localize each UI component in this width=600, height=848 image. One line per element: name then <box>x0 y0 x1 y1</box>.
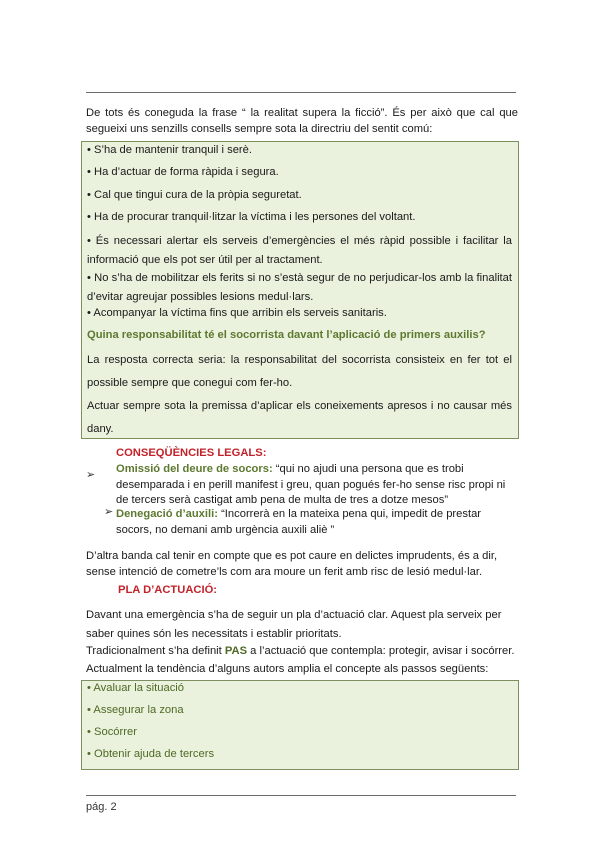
omission-term: Omissió del deure de socors: <box>116 463 273 475</box>
arrow-bullet-icon: ➢ <box>86 469 96 481</box>
step-third-party: • Obtenir ajuda de tercers <box>87 748 215 760</box>
trend-paragraph: Actualment la tendència d’alguns autors amplia el concepte als passos següents: <box>86 663 489 675</box>
advice-box <box>81 141 519 439</box>
bullet-no-move: • No s’ha de mobilitzar els ferits si no s’està segur de no perjudicar-los amb la finalitat d’evitar agreujar possibles lesions medul·lars. <box>87 272 512 303</box>
pas-paragraph <box>86 643 518 659</box>
legal-omission <box>116 462 516 509</box>
header-rule <box>86 92 516 93</box>
legal-title: CONSEQÜÈNCIES LEGALS: <box>116 447 267 459</box>
step-secure: • Assegurar la zona <box>87 704 184 716</box>
intro-paragraph: De tots és coneguda la frase “ la realitat supera la ficció”. És per això que cal que segueixi uns senzills consells sempre sota la directriu del sentit comú: <box>86 107 518 135</box>
denial-term: Denegació d’auxili: <box>116 508 218 520</box>
footer-rule <box>86 795 516 796</box>
responsibility-question: Quina responsabilitat té el socorrista davant l’aplicació de primers auxilis? <box>87 329 486 341</box>
denial-text: “Incorrerà en la mateixa pena qui, impedit de prestar socors, no demani amb urgència auxili aliè ” <box>116 508 482 536</box>
omission-text: “qui no ajudi una persona que es trobi desemparada i en perill manifest i greu, quan pogués fer-ho sense risc propi ni de tercers serà castigat amb pena de multa de tres a dotze mesos” <box>116 463 506 506</box>
responsibility-answer: La resposta correcta seria: la responsabilitat del socorrista consisteix en fer tot el possible sempre que conegui com fer-ho. <box>87 354 512 389</box>
pas-pre: Tradicionalment s’ha definit <box>86 645 225 657</box>
imprudent-paragraph: D’altra banda cal tenir en compte que es pot caure en delictes imprudents, és a dir, sense intenció de cometre’ls com ara moure un ferit amb risc de lesió medul·lar. <box>86 550 498 578</box>
steps-box <box>81 680 519 770</box>
step-help: • Socórrer <box>87 726 137 738</box>
bullet-safety: • Cal que tingui cura de la pròpia seguretat. <box>87 189 302 201</box>
bullet-calm: • S’ha de mantenir tranquil i serè. <box>87 144 252 156</box>
page-number: pág. 2 <box>86 801 117 813</box>
closing-note: Actuar sempre sota la premissa d’aplicar els coneixements apresos i no causar més dany. <box>87 400 512 435</box>
pas-post: a l’actuació que contempla: protegir, avisar i socórrer. <box>247 645 515 657</box>
plan-intro: Davant una emergència s’ha de seguir un pla d’actuació clar. Aquest pla serveix per saber quines són les necessitats i establir prioritats. <box>86 609 502 640</box>
bullet-accompany: • Acompanyar la víctima fins que arribin els serveis sanitaris. <box>87 307 387 319</box>
legal-denial <box>116 507 508 538</box>
step-evaluate: • Avaluar la situació <box>87 682 184 694</box>
bullet-reassure: • Ha de procurar tranquil·litzar la víctima i les persones del voltant. <box>87 211 416 223</box>
bullet-alert: • És necessari alertar els serveis d’emergències el més ràpid possible i facilitar la informació que els pot ser útil per al tractament. <box>87 235 512 266</box>
pas-acronym: PAS <box>224 645 248 657</box>
arrow-bullet-icon: ➢ <box>104 506 114 518</box>
plan-title: PLA D’ACTUACIÓ: <box>118 584 218 596</box>
bullet-fast: • Ha d’actuar de forma ràpida i segura. <box>87 166 279 178</box>
